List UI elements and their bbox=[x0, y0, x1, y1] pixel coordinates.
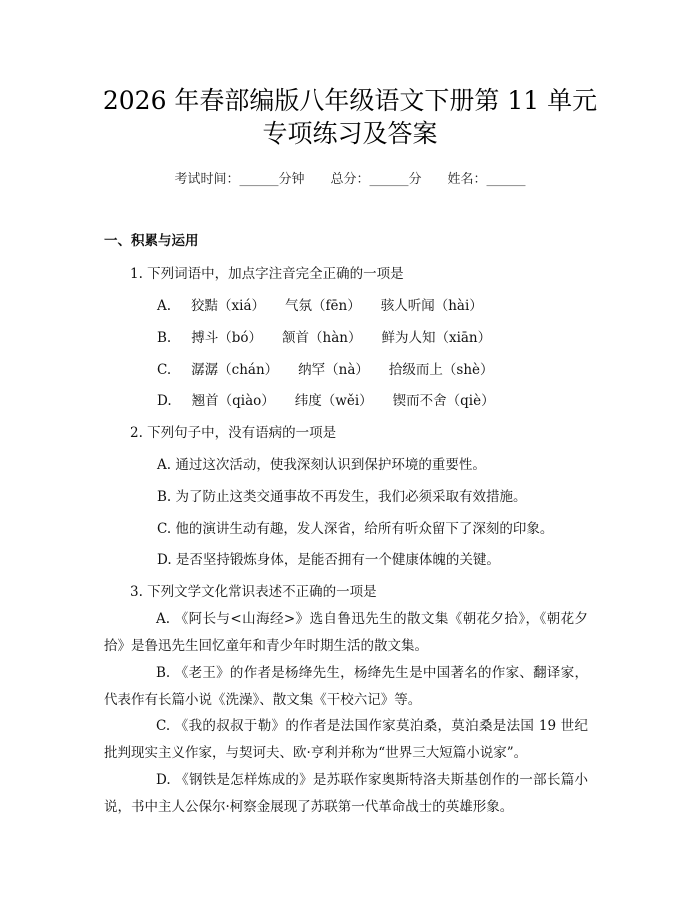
option-word: 潺潺（chán） bbox=[191, 362, 279, 378]
option-word: 翘首（qiào） bbox=[191, 393, 275, 409]
option-word: 拾级而上（shè） bbox=[388, 362, 494, 378]
option-word: 狡黠（xiá） bbox=[191, 298, 266, 314]
q3-option-d: D. 《钢铁是怎样炼成的》是苏联作家奥斯特洛夫斯基创作的一部长篇小说，书中主人公保尔·柯察金展现了苏联第一代革命战士的英雄形象。 bbox=[104, 772, 588, 815]
exam-meta bbox=[0, 168, 700, 187]
option-word: 颔首（hàn） bbox=[282, 330, 362, 346]
page-title: 2026 年春部编版八年级语文下册第 11 单元 bbox=[102, 86, 598, 115]
q2-option-d: D. 是否坚持锻炼身体，是能否拥有一个健康体魄的关键。 bbox=[157, 552, 500, 568]
q2-option-c: C. 他的演讲生动有趣，发人深省，给所有听众留下了深刻的印象。 bbox=[157, 521, 554, 537]
option-word: 纳罕（nà） bbox=[298, 362, 369, 378]
student-name: 姓名：______ bbox=[447, 172, 526, 187]
option-word: 纬度（wěi） bbox=[294, 393, 373, 409]
question-2-stem: 2. 下列句子中，没有语病的一项是 bbox=[130, 425, 337, 441]
page-subtitle: 专项练习及答案 bbox=[262, 119, 438, 148]
option-word: 鲜为人知（xiān） bbox=[381, 330, 492, 346]
q3-option-c: C. 《我的叔叔于勒》的作者是法国作家莫泊桑，莫泊桑是法国 19 世纪批判现实主义作家，与契诃夫、欧·亨利并称为“世界三大短篇小说家”。 bbox=[104, 718, 588, 761]
exam-time: 考试时间：______分钟 bbox=[174, 172, 305, 187]
q1-option-c bbox=[157, 358, 514, 378]
option-label: A. bbox=[157, 298, 172, 314]
q3-option-b: B. 《老王》的作者是杨绛先生，杨绛先生是中国著名的作家、翻译家，代表作有长篇小说《洗澡》、散文集《干校六记》等。 bbox=[104, 665, 588, 708]
option-word: 搏斗（bó） bbox=[191, 330, 262, 346]
option-word: 气氛（fēn） bbox=[285, 298, 361, 314]
option-label: B. bbox=[157, 330, 172, 346]
q2-option-a: A. 通过这次活动，使我深刻认识到保护环境的重要性。 bbox=[157, 457, 486, 473]
q3-option-a: A. 《阿长与<山海经>》选自鲁迅先生的散文集《朝花夕拾》，《朝花夕拾》是鲁迅先生回忆童年和青少年时期生活的散文集。 bbox=[104, 611, 588, 654]
option-label: D. bbox=[157, 393, 172, 409]
q1-option-b bbox=[157, 326, 511, 346]
q1-option-a bbox=[157, 294, 503, 314]
option-word: 骇人听闻（hài） bbox=[380, 298, 483, 314]
q2-option-b: B. 为了防止这类交通事故不再发生，我们必须采取有效措施。 bbox=[157, 489, 527, 505]
option-label: C. bbox=[157, 362, 172, 378]
q1-option-d bbox=[157, 389, 515, 409]
section-heading: 一、积累与运用 bbox=[104, 233, 199, 249]
option-word: 锲而不舍（qiè） bbox=[392, 393, 495, 409]
question-3-stem: 3. 下列文学文化常识表述不正确的一项是 bbox=[130, 584, 377, 600]
question-1-stem: 1. 下列词语中，加点字注音完全正确的一项是 bbox=[130, 266, 404, 282]
exam-score: 总分：______分 bbox=[330, 172, 422, 187]
